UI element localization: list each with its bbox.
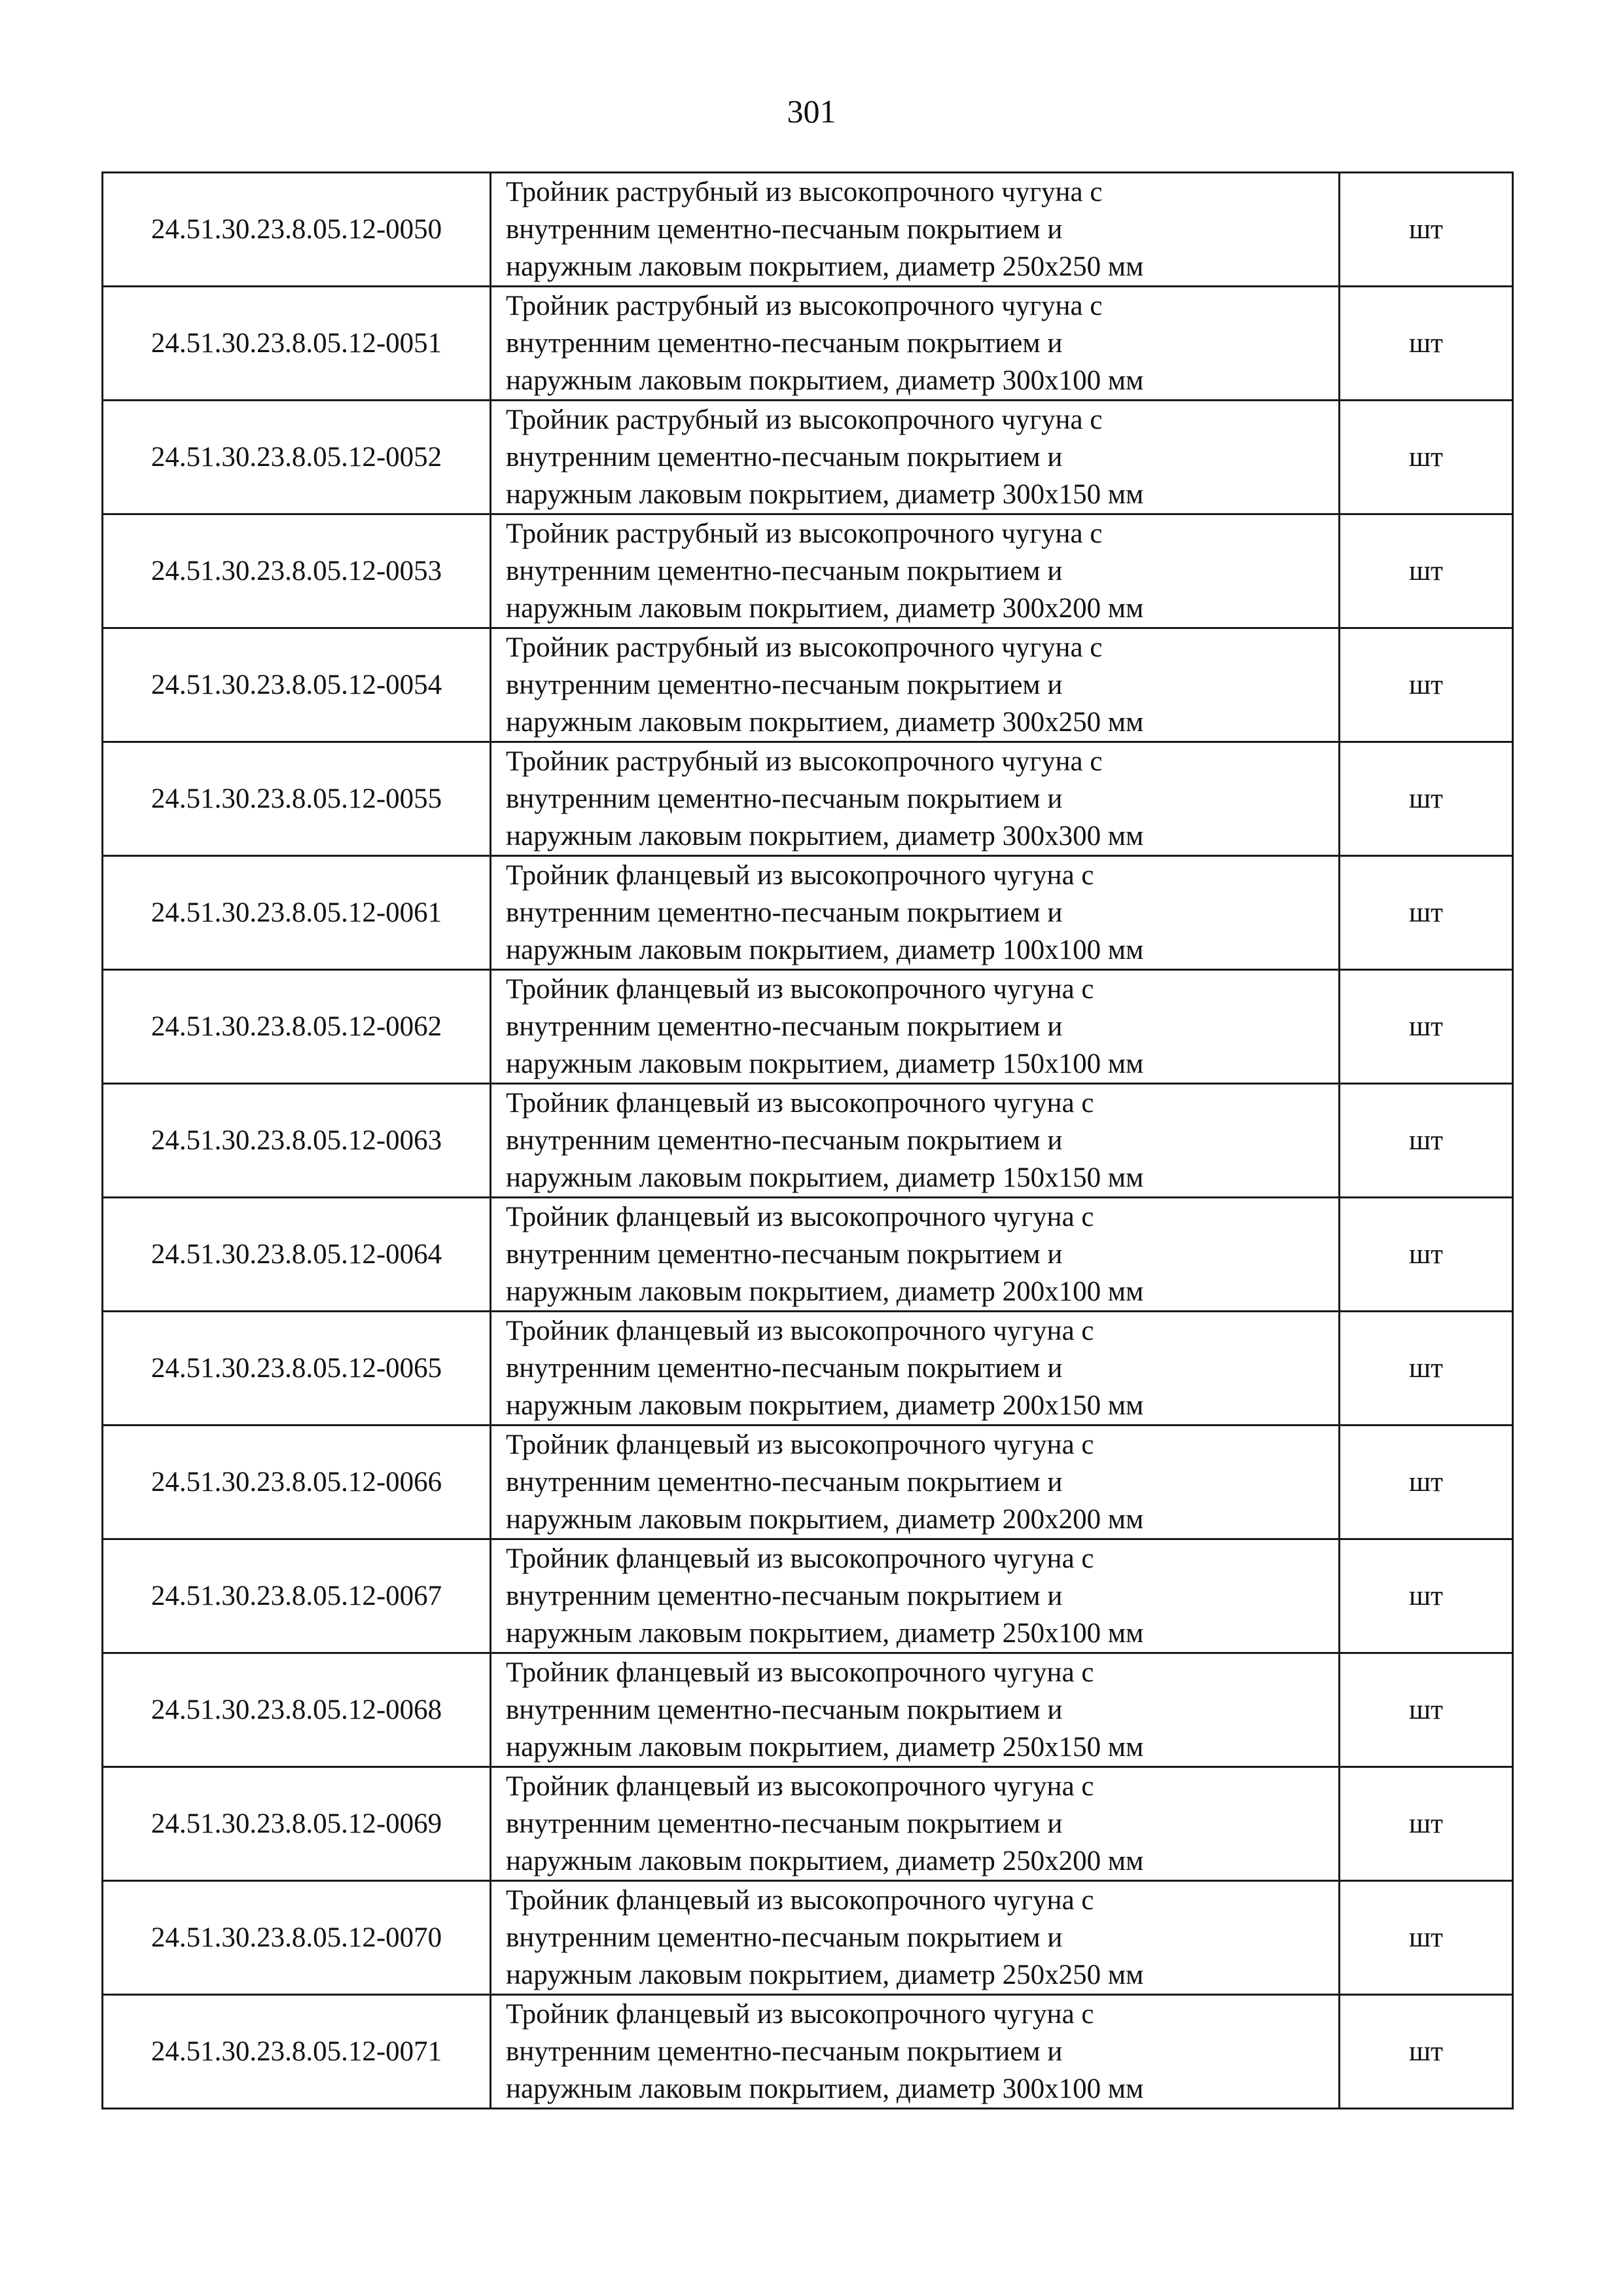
item-name bbox=[491, 1426, 1340, 1539]
table-row bbox=[103, 1995, 1513, 2109]
item-code: 24.51.30.23.8.05.12-0064 bbox=[103, 1198, 491, 1312]
item-code: 24.51.30.23.8.05.12-0069 bbox=[103, 1767, 491, 1881]
item-name-line: Тройник раструбный из высокопрочного чугуна с bbox=[506, 177, 1103, 207]
item-name-line: наружным лаковым покрытием, диаметр 150x100 мм bbox=[506, 1049, 1144, 1079]
item-name-line: наружным лаковым покрытием, диаметр 150x150 мм bbox=[506, 1162, 1144, 1193]
item-name bbox=[491, 856, 1340, 970]
page-number: 301 bbox=[787, 93, 836, 130]
item-name bbox=[491, 970, 1340, 1084]
item-name-line: наружным лаковым покрытием, диаметр 250x250 мм bbox=[506, 251, 1144, 282]
table-row bbox=[103, 1539, 1513, 1653]
item-name-line: внутренним цементно-песчаным покрытием и bbox=[506, 556, 1063, 586]
item-name-line: наружным лаковым покрытием, диаметр 300x150 мм bbox=[506, 479, 1144, 510]
item-unit: шт bbox=[1340, 1881, 1513, 1995]
item-name-line: наружным лаковым покрытием, диаметр 250x100 мм bbox=[506, 1618, 1144, 1649]
item-unit: шт bbox=[1340, 173, 1513, 287]
item-name bbox=[491, 173, 1340, 287]
item-code: 24.51.30.23.8.05.12-0053 bbox=[103, 514, 491, 628]
item-name-line: внутренним цементно-песчаным покрытием и bbox=[506, 670, 1063, 700]
item-name-line: Тройник раструбный из высокопрочного чугуна с bbox=[506, 518, 1103, 549]
item-unit: шт bbox=[1340, 1653, 1513, 1767]
item-name-line: наружным лаковым покрытием, диаметр 250x200 мм bbox=[506, 1846, 1144, 1876]
table-row bbox=[103, 742, 1513, 856]
table-row bbox=[103, 1198, 1513, 1312]
item-name-line: внутренним цементно-песчаным покрытием и bbox=[506, 1239, 1063, 1270]
item-name-line: внутренним цементно-песчаным покрытием и bbox=[506, 1695, 1063, 1725]
item-name-line: внутренним цементно-песчаным покрытием и bbox=[506, 1581, 1063, 1611]
item-unit: шт bbox=[1340, 1084, 1513, 1198]
item-name-line: внутренним цементно-песчаным покрытием и bbox=[506, 1011, 1063, 1042]
item-name bbox=[491, 514, 1340, 628]
item-name-line: наружным лаковым покрытием, диаметр 200x150 мм bbox=[506, 1390, 1144, 1421]
item-code: 24.51.30.23.8.05.12-0050 bbox=[103, 173, 491, 287]
item-code: 24.51.30.23.8.05.12-0061 bbox=[103, 856, 491, 970]
item-name-line: внутренним цементно-песчаным покрытием и bbox=[506, 1353, 1063, 1384]
item-name bbox=[491, 1539, 1340, 1653]
item-name-line: наружным лаковым покрытием, диаметр 300x300 мм bbox=[506, 821, 1144, 852]
item-name-line: наружным лаковым покрытием, диаметр 300x200 мм bbox=[506, 593, 1144, 624]
item-code: 24.51.30.23.8.05.12-0051 bbox=[103, 287, 491, 401]
table-row bbox=[103, 970, 1513, 1084]
item-name-line: Тройник фланцевый из высокопрочного чугуна с bbox=[506, 860, 1094, 891]
item-unit: шт bbox=[1340, 628, 1513, 742]
table-row bbox=[103, 1767, 1513, 1881]
item-name-line: внутренним цементно-песчаным покрытием и bbox=[506, 783, 1063, 814]
item-name-line: Тройник фланцевый из высокопрочного чугуна с bbox=[506, 1771, 1094, 1802]
item-name-line: внутренним цементно-песчаным покрытием и bbox=[506, 328, 1063, 359]
item-code: 24.51.30.23.8.05.12-0065 bbox=[103, 1312, 491, 1426]
item-code: 24.51.30.23.8.05.12-0063 bbox=[103, 1084, 491, 1198]
table-row bbox=[103, 287, 1513, 401]
item-name-line: Тройник фланцевый из высокопрочного чугуна с bbox=[506, 1543, 1094, 1574]
item-name-line: наружным лаковым покрытием, диаметр 200x200 мм bbox=[506, 1504, 1144, 1535]
item-code: 24.51.30.23.8.05.12-0071 bbox=[103, 1995, 491, 2109]
item-name bbox=[491, 1881, 1340, 1995]
item-name-line: наружным лаковым покрытием, диаметр 250x250 мм bbox=[506, 1960, 1144, 1990]
item-code: 24.51.30.23.8.05.12-0067 bbox=[103, 1539, 491, 1653]
item-name-line: внутренним цементно-песчаным покрытием и bbox=[506, 214, 1063, 245]
item-name-line: наружным лаковым покрытием, диаметр 200x100 мм bbox=[506, 1276, 1144, 1307]
item-name bbox=[491, 1198, 1340, 1312]
item-unit: шт bbox=[1340, 1767, 1513, 1881]
item-unit: шт bbox=[1340, 287, 1513, 401]
table-row bbox=[103, 1426, 1513, 1539]
item-code: 24.51.30.23.8.05.12-0070 bbox=[103, 1881, 491, 1995]
item-unit: шт bbox=[1340, 1426, 1513, 1539]
table-row bbox=[103, 1881, 1513, 1995]
item-name-line: внутренним цементно-песчаным покрытием и bbox=[506, 442, 1063, 473]
item-unit: шт bbox=[1340, 401, 1513, 514]
item-name bbox=[491, 1653, 1340, 1767]
item-name-line: наружным лаковым покрытием, диаметр 300x100 мм bbox=[506, 2073, 1144, 2104]
table-row bbox=[103, 514, 1513, 628]
item-name-line: Тройник фланцевый из высокопрочного чугуна с bbox=[506, 1999, 1094, 2030]
item-unit: шт bbox=[1340, 1312, 1513, 1426]
item-name-line: Тройник фланцевый из высокопрочного чугуна с bbox=[506, 1202, 1094, 1232]
item-name bbox=[491, 742, 1340, 856]
items-table bbox=[101, 171, 1514, 2109]
item-name-line: наружным лаковым покрытием, диаметр 250x150 мм bbox=[506, 1732, 1144, 1763]
item-code: 24.51.30.23.8.05.12-0055 bbox=[103, 742, 491, 856]
item-code: 24.51.30.23.8.05.12-0052 bbox=[103, 401, 491, 514]
table-row bbox=[103, 173, 1513, 287]
item-code: 24.51.30.23.8.05.12-0066 bbox=[103, 1426, 491, 1539]
table-row bbox=[103, 1653, 1513, 1767]
item-unit: шт bbox=[1340, 1995, 1513, 2109]
item-name-line: Тройник фланцевый из высокопрочного чугуна с bbox=[506, 1088, 1094, 1119]
item-name-line: Тройник фланцевый из высокопрочного чугуна с bbox=[506, 1885, 1094, 1916]
table-row bbox=[103, 856, 1513, 970]
table-row bbox=[103, 1312, 1513, 1426]
item-name-line: внутренним цементно-песчаным покрытием и bbox=[506, 1808, 1063, 1839]
item-name-line: внутренним цементно-песчаным покрытием и bbox=[506, 1125, 1063, 1156]
item-unit: шт bbox=[1340, 856, 1513, 970]
item-name-line: внутренним цементно-песчаным покрытием и bbox=[506, 1922, 1063, 1953]
item-name-line: наружным лаковым покрытием, диаметр 100x100 мм bbox=[506, 935, 1144, 965]
item-name bbox=[491, 287, 1340, 401]
item-name-line: Тройник фланцевый из высокопрочного чугуна с bbox=[506, 974, 1094, 1005]
item-name-line: наружным лаковым покрытием, диаметр 300x100 мм bbox=[506, 365, 1144, 396]
item-name-line: внутренним цементно-песчаным покрытием и bbox=[506, 897, 1063, 928]
item-name-line: Тройник фланцевый из высокопрочного чугуна с bbox=[506, 1657, 1094, 1688]
item-unit: шт bbox=[1340, 1198, 1513, 1312]
item-name-line: внутренним цементно-песчаным покрытием и bbox=[506, 2036, 1063, 2067]
item-name bbox=[491, 1084, 1340, 1198]
item-name-line: наружным лаковым покрытием, диаметр 300x250 мм bbox=[506, 707, 1144, 738]
table-row bbox=[103, 628, 1513, 742]
item-code: 24.51.30.23.8.05.12-0054 bbox=[103, 628, 491, 742]
items-table-body bbox=[103, 173, 1513, 2109]
item-name-line: Тройник фланцевый из высокопрочного чугуна с bbox=[506, 1316, 1094, 1346]
item-unit: шт bbox=[1340, 514, 1513, 628]
table-row bbox=[103, 1084, 1513, 1198]
item-name-line: Тройник раструбный из высокопрочного чугуна с bbox=[506, 291, 1103, 321]
item-name bbox=[491, 1312, 1340, 1426]
item-unit: шт bbox=[1340, 1539, 1513, 1653]
item-name-line: Тройник раструбный из высокопрочного чугуна с bbox=[506, 632, 1103, 663]
item-code: 24.51.30.23.8.05.12-0068 bbox=[103, 1653, 491, 1767]
item-name-line: Тройник раструбный из высокопрочного чугуна с bbox=[506, 404, 1103, 435]
item-name-line: Тройник фланцевый из высокопрочного чугуна с bbox=[506, 1429, 1094, 1460]
item-name-line: Тройник раструбный из высокопрочного чугуна с bbox=[506, 746, 1103, 777]
item-name bbox=[491, 401, 1340, 514]
item-code: 24.51.30.23.8.05.12-0062 bbox=[103, 970, 491, 1084]
item-unit: шт bbox=[1340, 970, 1513, 1084]
item-name bbox=[491, 628, 1340, 742]
item-unit: шт bbox=[1340, 742, 1513, 856]
item-name bbox=[491, 1767, 1340, 1881]
table-row bbox=[103, 401, 1513, 514]
item-name bbox=[491, 1995, 1340, 2109]
item-name-line: внутренним цементно-песчаным покрытием и bbox=[506, 1467, 1063, 1498]
